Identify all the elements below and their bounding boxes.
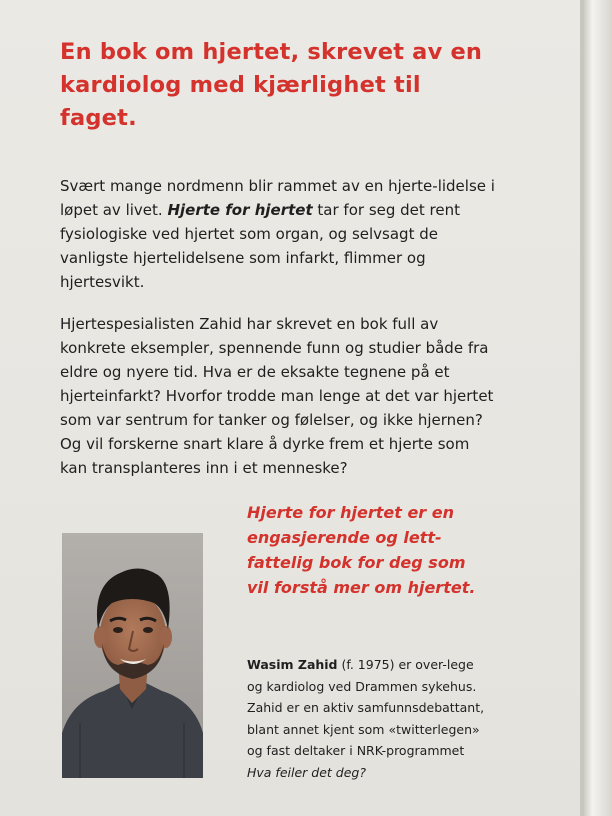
headline: En bok om hjertet, skrevet av en kardiolog med kjærlighet til faget. bbox=[60, 39, 483, 131]
author-bio bbox=[247, 654, 487, 783]
author-photo bbox=[62, 533, 203, 778]
author-bio-text: (f. 1975) er over-lege og kardiolog ved Drammen sykehus. Zahid er en aktiv samfunnsdebattant, blant annet kjent som «twitterlegen» og fast deltaker i NRK-programmet bbox=[247, 657, 485, 758]
tagline-quote: Hjerte for hjertet er en engasjerende og lett-fattelig bok for deg som vil forstå mer om hjertet. bbox=[247, 503, 476, 597]
book-title-inline: Hjerte for hjertet bbox=[167, 201, 313, 219]
book-spine-edge bbox=[584, 0, 612, 816]
author-portrait-icon bbox=[62, 533, 203, 778]
intro-paragraph bbox=[60, 174, 500, 294]
intro-text-after: tar for seg det rent fysiologiske ved hjertet som organ, og selvsagt de vanligste hjertelidelsene som infarkt, flimmer og hjertesvikt. bbox=[60, 201, 461, 291]
author-name: Wasim Zahid bbox=[247, 657, 338, 672]
tv-show-title: Hva feiler det deg? bbox=[247, 764, 366, 780]
intro-text-before: Svært mange nordmenn blir rammet av en hjerte-lidelse i løpet av livet. bbox=[60, 177, 495, 219]
description-paragraph: Hjertespesialisten Zahid har skrevet en bok full av konkrete eksempler, spennende funn og studier både fra eldre og nyere tid. Hva er de eksakte tegnene på et hjerteinfarkt? Hvorfor trodde man lenge at det var hjertet som var sentrum for tanker og følelser, og ikke hjernen? Og vil forskerne snart klare å dyrke frem et hjerte som kan transplanteres inn i et menneske? bbox=[60, 315, 494, 477]
